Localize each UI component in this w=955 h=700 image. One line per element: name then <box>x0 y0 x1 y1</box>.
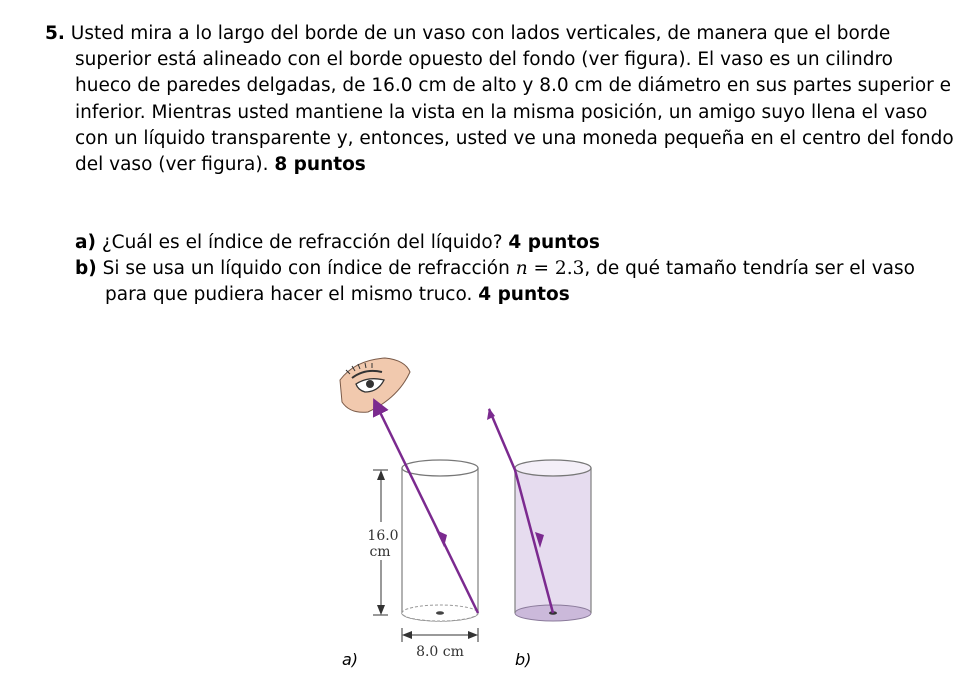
part-b-text-before: Si se usa un líquido con índice de refracción <box>102 258 510 279</box>
part-b-math-var: n <box>515 258 528 279</box>
part-a-label: a) <box>75 232 96 253</box>
part-b-points: 4 puntos <box>478 284 570 306</box>
height-dimension <box>367 470 398 615</box>
width-dimension <box>402 628 478 660</box>
problem-text: Usted mira a lo largo del borde de un vaso con lados verticales, de manera que el borde superior está alineado con el borde opuesto del fondo (ver figura). El vaso es un cilindro hueco de paredes delgadas, de 16.0 cm de alto y 8.0 cm de diámetro en sus partes superior e inferior. Mientras usted mantiene la vista en la misma posición, un amigo suyo llena el vaso con un líquido transparente y, entonces, usted ve una moneda pequeña en el centro del fondo del vaso (ver figura). <box>70 23 954 176</box>
part-b-math-eq: = 2.3 <box>527 258 585 279</box>
glass-empty <box>402 460 478 621</box>
panel-b-label: b) <box>515 650 532 669</box>
coin-icon <box>436 611 444 615</box>
height-label-unit: cm <box>369 544 391 560</box>
panel-a-label: a) <box>342 650 359 669</box>
eye-icon <box>340 358 410 412</box>
problem-points: 8 puntos <box>274 154 366 176</box>
part-a-points: 4 puntos <box>508 232 600 253</box>
light-ray-a <box>377 406 478 613</box>
part-b-text-after: , de qué tamaño tendría ser el vaso para que pudiera hacer el mismo truco. <box>105 258 915 306</box>
problem-number: 5. <box>45 23 65 44</box>
part-a-text: ¿Cuál es el índice de refracción del líquido? <box>101 232 503 253</box>
glass-filled <box>515 460 591 621</box>
part-b-label: b) <box>75 258 97 279</box>
height-label-value: 16.0 <box>367 528 399 544</box>
width-label: 8.0 cm <box>416 644 464 660</box>
